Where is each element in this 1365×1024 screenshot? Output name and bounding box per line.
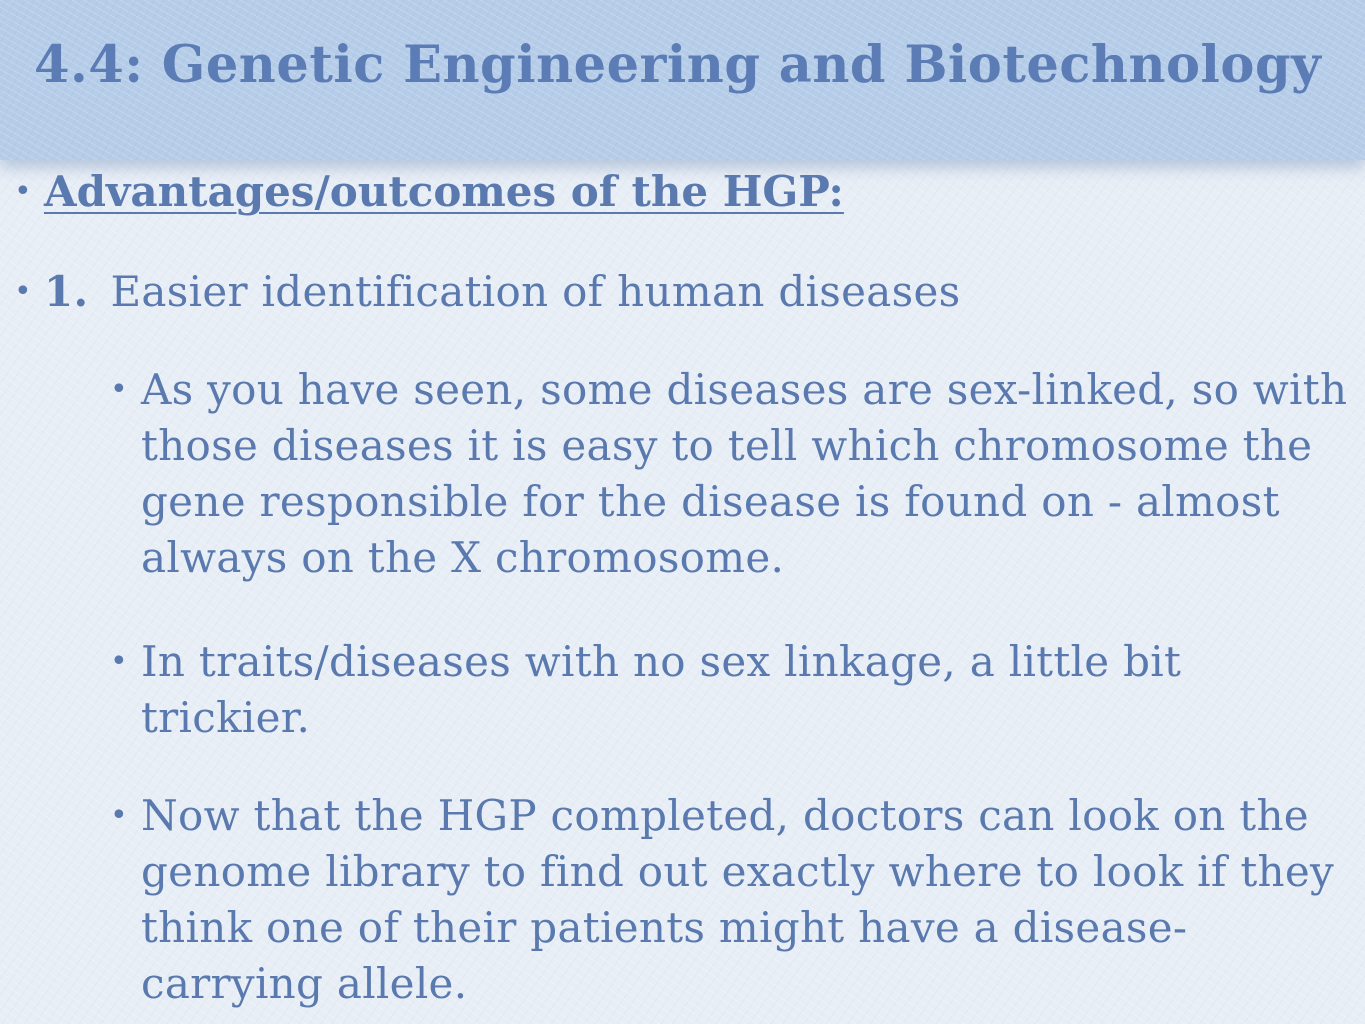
bullet-item [14, 264, 1334, 320]
sub-bullet-item [110, 788, 1360, 1012]
bullet-dot-icon: • [110, 372, 128, 407]
bullet-dot-icon: • [110, 798, 128, 833]
bullet-item [14, 164, 1334, 220]
bullet-dot-icon: • [14, 174, 32, 209]
sub-bullet-text: As you have seen, some diseases are sex-linked, so with those diseases it is easy to tell which chromosome the gene responsible for the disease is found on - almost always on the X chromosome. [141, 365, 1348, 582]
sub-bullet-text: In traits/diseases with no sex linkage, a little bit trickier. [141, 637, 1182, 742]
sub-bullet-text: Now that the HGP completed, doctors can look on the genome library to find out exactly where to look if they think one of their patients might have a disease-carrying allele. [141, 791, 1335, 1008]
sub-bullet-item [110, 634, 1360, 746]
sub-bullet-item [110, 362, 1360, 586]
bullet-dot-icon: • [110, 644, 128, 679]
list-item-text: Easier identification of human diseases [110, 267, 961, 316]
section-heading: Advantages/outcomes of the HGP: [44, 167, 844, 216]
bullet-text [44, 264, 1334, 320]
slide-title: 4.4: Genetic Engineering and Biotechnology [34, 35, 1322, 95]
bullet-dot-icon: • [14, 274, 32, 309]
list-number: 1. [44, 267, 89, 316]
